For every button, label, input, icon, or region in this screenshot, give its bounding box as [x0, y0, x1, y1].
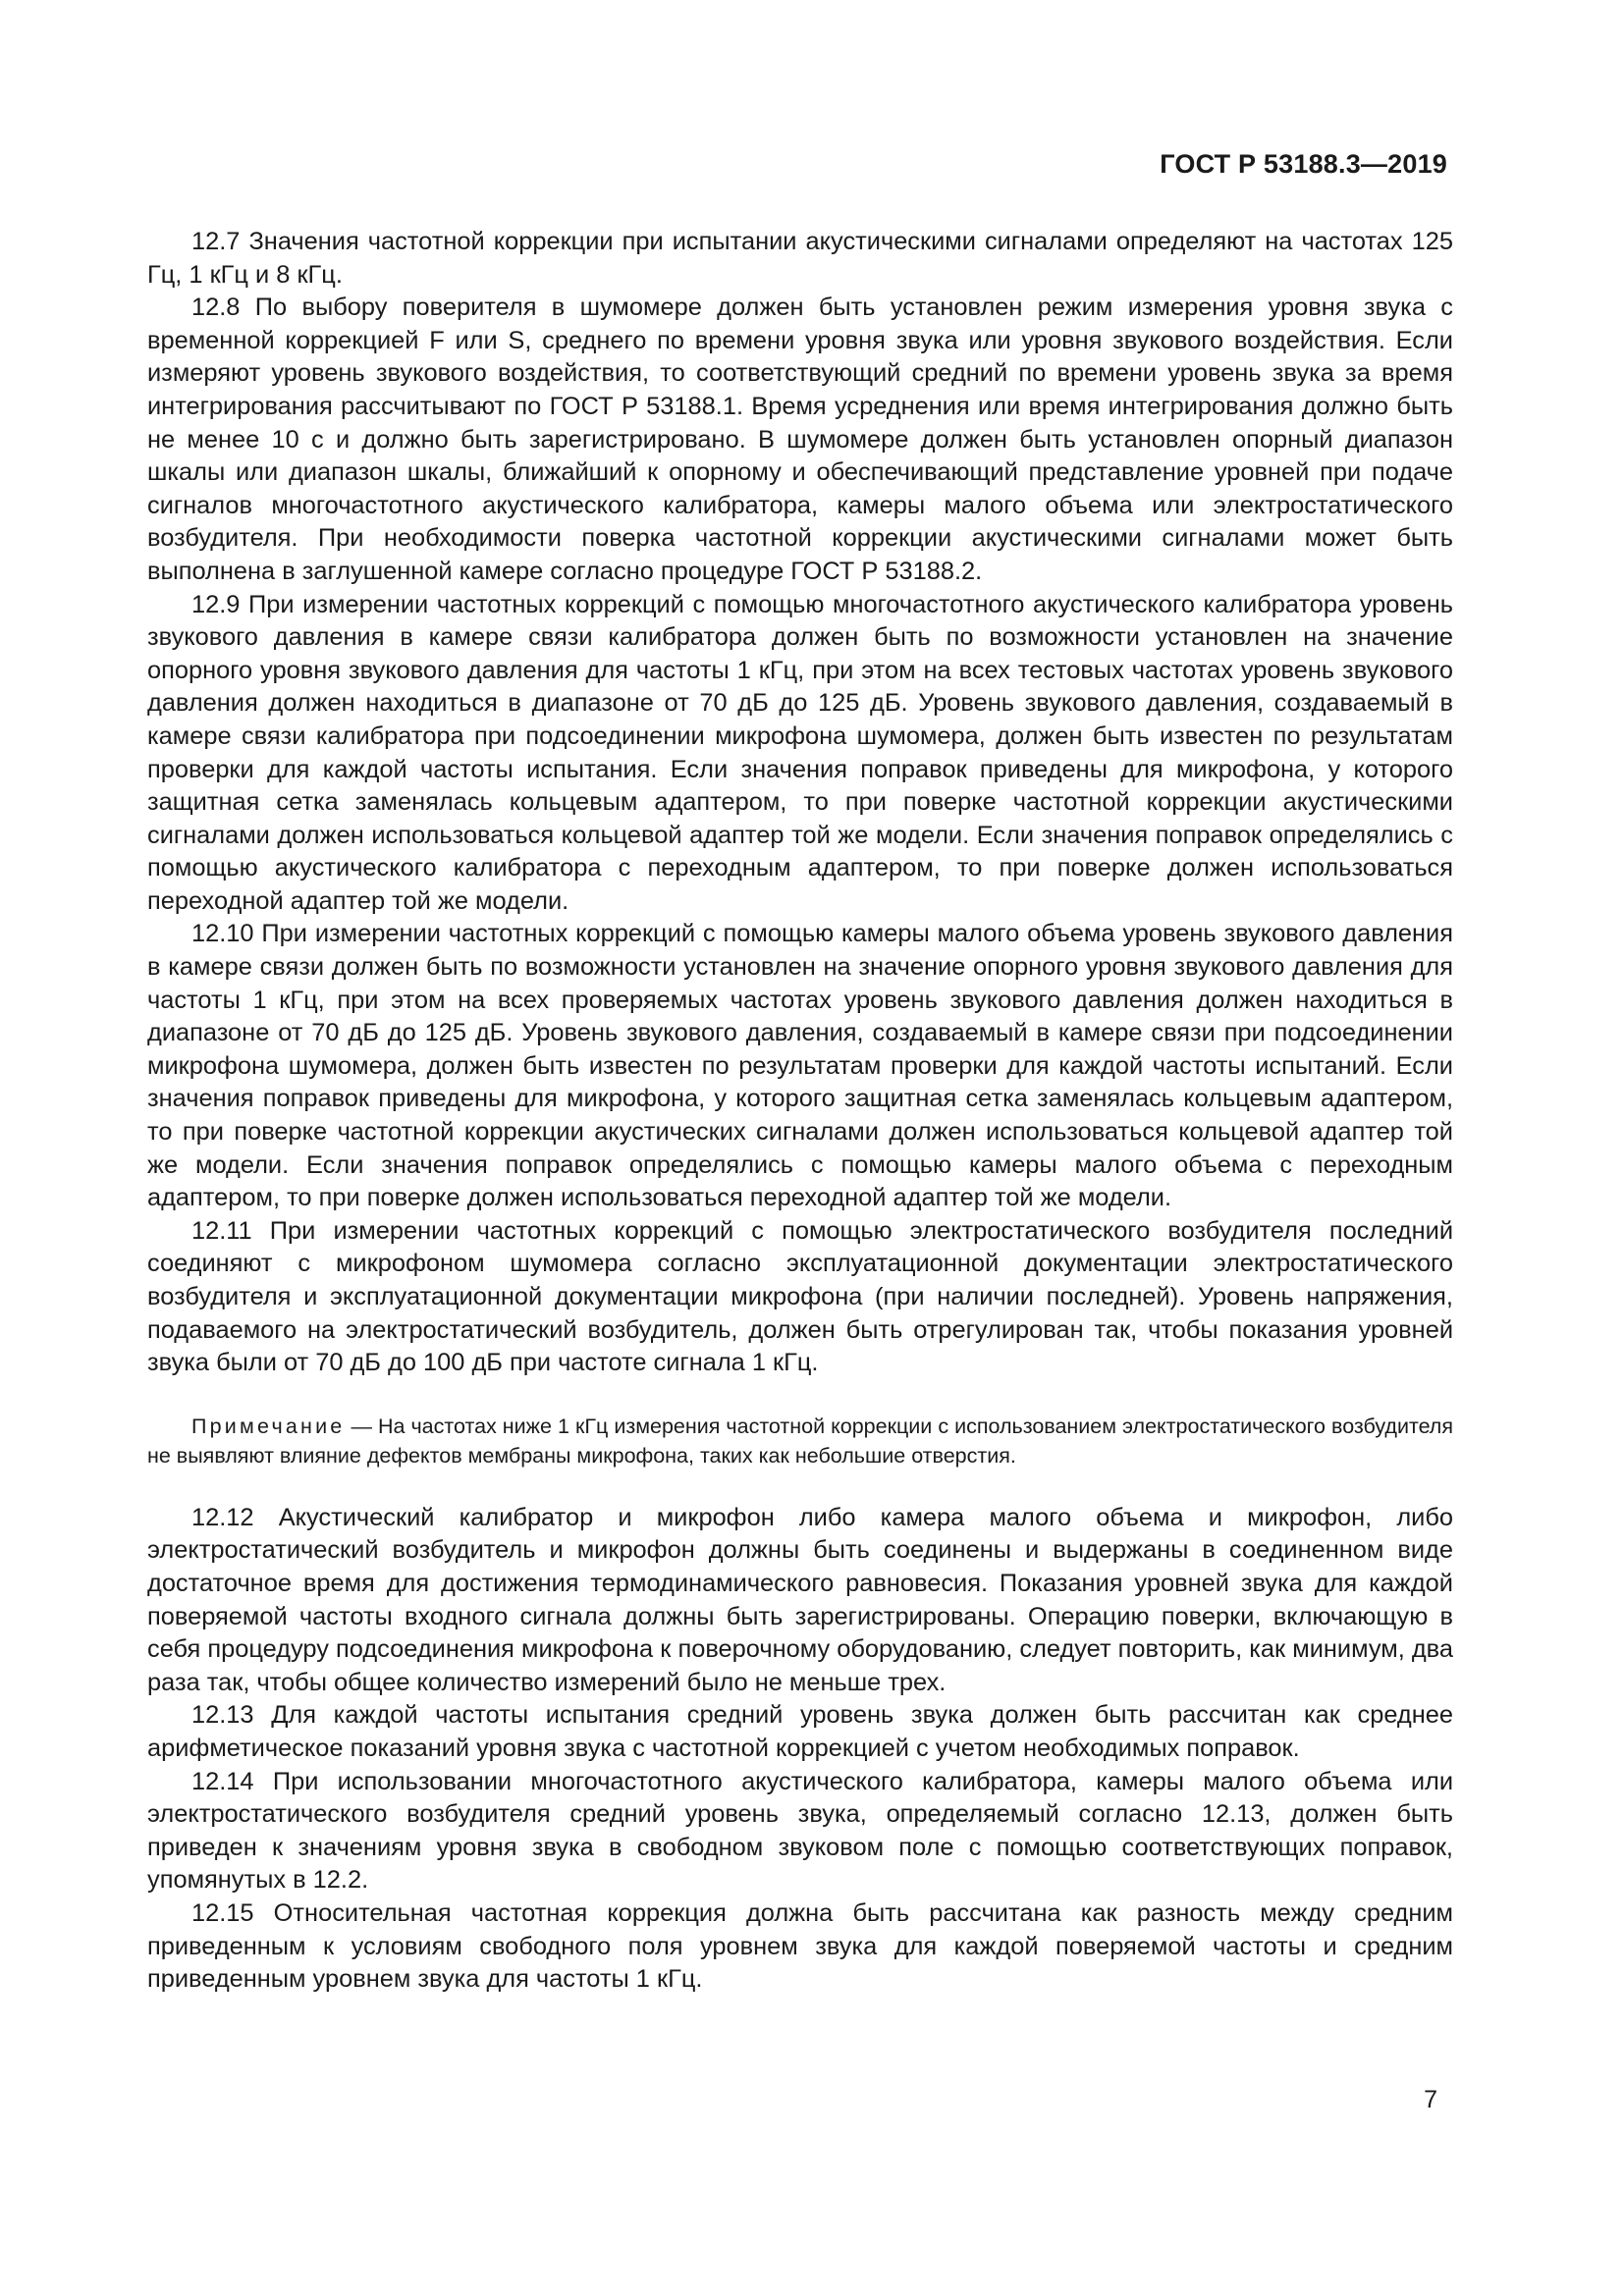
paragraph-12-12: 12.12 Акустический калибратор и микрофон либо камера малого объема и микрофон, либо электростатический возбудитель и микрофон должны быть соединены и выдержаны в соединенном виде достаточное время для достижения термодинамического равновесия. Показания уровней звука для каждой поверяемой частоты входного сигнала должны быть зарегистрированы. Операцию поверки, включающую в себя процедуру подсоединения микрофона к поверочному оборудованию, следует повторить, как минимум, два раза так, чтобы общее количество измерений было не меньше трех. [147, 1503, 1453, 1696]
page-body [147, 226, 1453, 1997]
page-number: 7 [1424, 2086, 1437, 2113]
standard-designation: ГОСТ Р 53188.3—2019 [1160, 149, 1447, 179]
note [147, 1412, 1453, 1470]
paragraph-12-9: 12.9 При измерении частотных коррекций с помощью многочастотного акустического калибратора уровень звукового давления в камере связи калибратора должен быть по возможности установлен на значение опорного уровня звукового давления для частоты 1 кГц, при этом на всех тестовых частотах уровень звукового давления должен находиться в диапазоне от 70 дБ до 125 дБ. Уровень звукового давления, создаваемый в камере связи калибратора при подсоединении микрофона шумомера, должен быть известен по результатам проверки для каждой частоты испытания. Если значения поправок приведены для микрофона, у которого защитная сетка заменялась кольцевым адаптером, то при поверке частотной коррекции акустическими сигналами должен использоваться кольцевой адаптер той же модели. Если значения поправок определялись с помощью акустического калибратора с переходным адаптером, то при поверке должен использоваться переходной адаптер той же модели. [147, 590, 1453, 915]
paragraph-12-14: 12.14 При использовании многочастотного акустического калибратора, камеры малого объема или электростатического возбудителя средний уровень звука, определяемый согласно 12.13, должен быть приведен к значениям уровня звука в свободном звуковом поле с помощью соответствующих поправок, упомянутых в 12.2. [147, 1767, 1453, 1895]
note-text: — На частотах ниже 1 кГц измерения частотной коррекции с использованием электростатического возбудителя не выявляют влияние дефектов мембраны микрофона, таких как небольшие отверстия. [147, 1414, 1453, 1468]
note-label: Примечание [191, 1414, 346, 1438]
paragraph-12-8: 12.8 По выбору поверителя в шумомере должен быть установлен режим измерения уровня звука с временной коррекцией F или S, среднего по времени уровня звука или уровня звукового воздействия. Если измеряют уровень звукового воздействия, то соответствующий средний по времени уровень звука за время интегрирования рассчитывают по ГОСТ Р 53188.1. Время усреднения или время интегрирования должно быть не менее 10 с и должно быть зарегистрировано. В шумомере должен быть установлен опорный диапазон шкалы или диапазон шкалы, ближайший к опорному и обеспечивающий представление уровней при подаче сигналов многочастотного акустического калибратора, камеры малого объема или электростатического возбудителя. При необходимости поверка частотной коррекции акустическими сигналами может быть выполнена в заглушенной камере согласно процедуре ГОСТ Р 53188.2. [147, 294, 1453, 585]
paragraph-12-15: 12.15 Относительная частотная коррекция должна быть рассчитана как разность между средним приведенным к условиям свободного поля уровнем звука для каждой поверяемой частоты и средним приведенным уровнем звука для частоты 1 кГц. [147, 1898, 1453, 1994]
paragraph-12-10: 12.10 При измерении частотных коррекций с помощью камеры малого объема уровень звукового давления в камере связи должен быть по возможности установлен на значение опорного уровня звукового давления для частоты 1 кГц, при этом на всех проверяемых частотах уровень звукового давления должен находиться в диапазоне от 70 дБ до 125 дБ. Уровень звукового давления, создаваемый в камере связи при подсоединении микрофона шумомера, должен быть известен по результатам проверки для каждой частоты испытаний. Если значения поправок приведены для микрофона, у которого защитная сетка заменялась кольцевым адаптером, то при поверке частотной коррекции акустических сигналами должен использоваться кольцевой адаптер той же модели. Если значения поправок определялись с помощью камеры малого объема с переходным адаптером, то при поверке должен использоваться переходной адаптер той же модели. [147, 920, 1453, 1212]
paragraph-12-13: 12.13 Для каждой частоты испытания средний уровень звука должен быть рассчитан как среднее арифметическое показаний уровня звука с частотной коррекцией с учетом необходимых поправок. [147, 1701, 1453, 1762]
paragraph-12-7: 12.7 Значения частотной коррекции при испытании акустическими сигналами определяют на частотах 125 Гц, 1 кГц и 8 кГц. [147, 228, 1453, 289]
paragraph-12-11: 12.11 При измерении частотных коррекций с помощью электростатического возбудителя последний соединяют с микрофоном шумомера согласно эксплуатационной документации электростатического возбудителя и эксплуатационной документации микрофона (при наличии последней). Уровень напряжения, подаваемого на электростатический возбудитель, должен быть отрегулирован так, чтобы показания уровней звука были от 70 дБ до 100 дБ при частоте сигнала 1 кГц. [147, 1216, 1453, 1377]
